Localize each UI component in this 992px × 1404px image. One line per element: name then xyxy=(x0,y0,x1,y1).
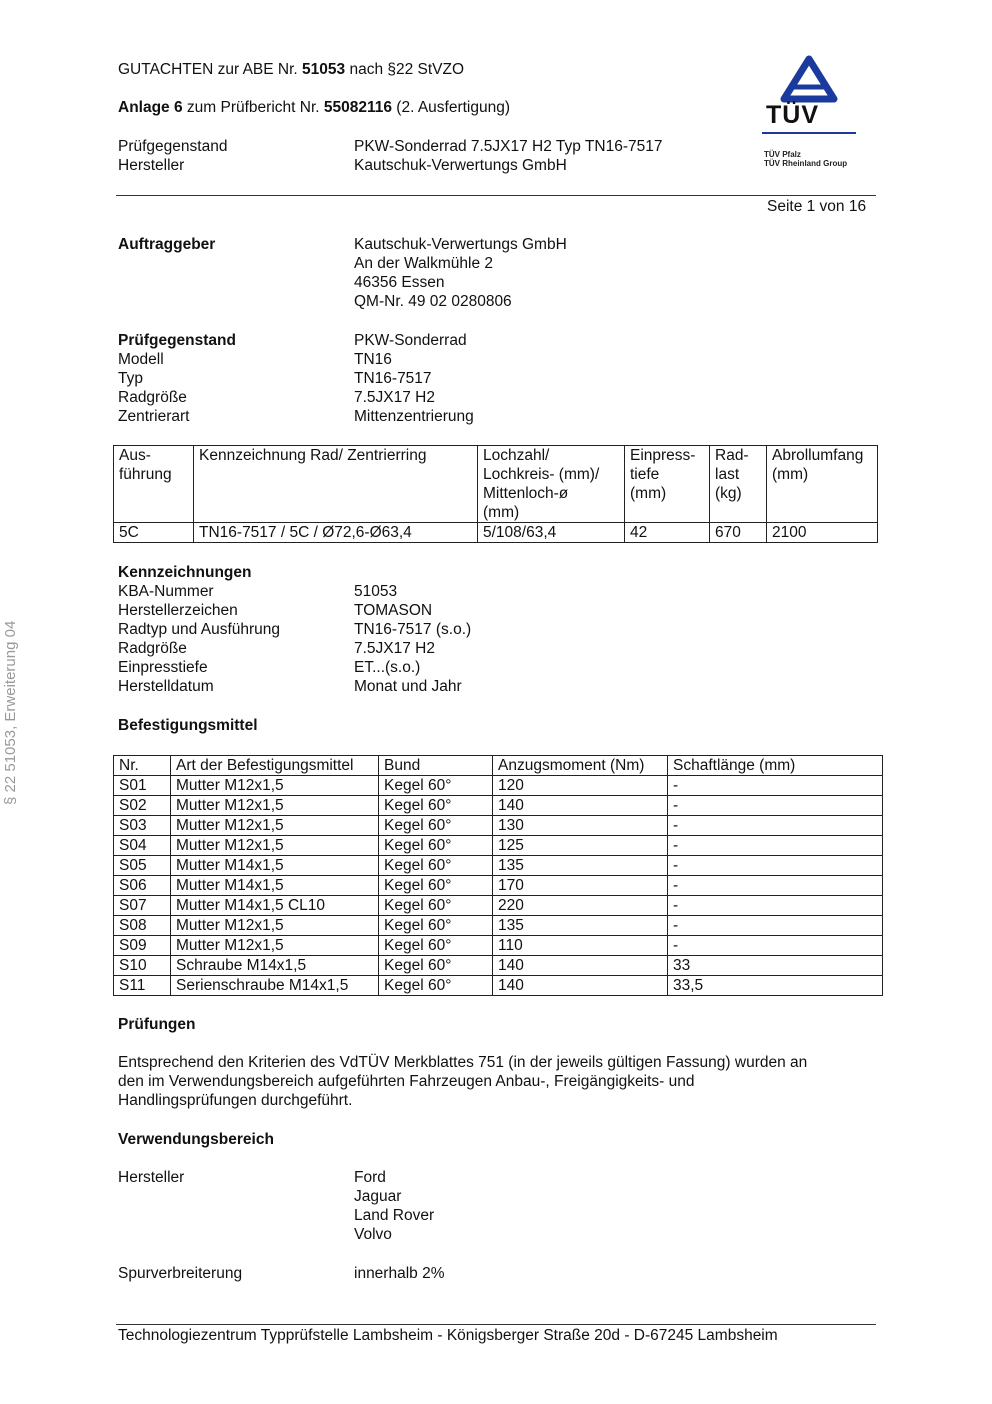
detail-key: Zentrierart xyxy=(118,408,190,425)
table-cell: S01 xyxy=(114,776,171,796)
subject-label-text: Prüfgegenstand xyxy=(118,332,236,349)
table-cell: Kegel 60° xyxy=(379,916,493,936)
fasteners-table xyxy=(113,755,883,996)
client-label-text: Auftraggeber xyxy=(118,236,216,253)
footer-text: Technologiezentrum Typprüfstelle Lambsheim - Königsberger Straße 20d - D-67245 Lambsheim xyxy=(118,1327,778,1344)
table-cell: S07 xyxy=(114,896,171,916)
table-cell: Mutter M12x1,5 xyxy=(171,916,379,936)
usage-manufacturer-label: Hersteller xyxy=(118,1169,185,1186)
table-row xyxy=(114,796,883,816)
table-cell: - xyxy=(668,876,883,896)
table-cell: 120 xyxy=(493,776,668,796)
table-cell: 130 xyxy=(493,816,668,836)
table-cell: S08 xyxy=(114,916,171,936)
table-cell: Kegel 60° xyxy=(379,776,493,796)
subject-label xyxy=(118,331,236,350)
table-cell: 5/108/63,4 xyxy=(478,523,625,543)
abe-number: 51053 xyxy=(302,61,346,78)
usage-manufacturer-list xyxy=(354,1168,434,1244)
manufacturer-item: Ford xyxy=(354,1169,386,1186)
table-cell: S10 xyxy=(114,956,171,976)
table-row xyxy=(114,856,883,876)
table-row xyxy=(114,896,883,916)
report-number: 55082116 xyxy=(323,99,392,116)
table-cell: Kegel 60° xyxy=(379,876,493,896)
subject-value: PKW-Sonderrad xyxy=(354,332,467,349)
client-label xyxy=(118,235,215,254)
detail-value: Mittenzentrierung xyxy=(354,408,474,425)
header-subject-label: Prüfgegenstand xyxy=(118,138,228,155)
client-line: QM-Nr. 49 02 0280806 xyxy=(354,293,512,310)
manufacturer-item: Land Rover xyxy=(354,1207,435,1224)
table-cell: Serienschraube M14x1,5 xyxy=(171,976,379,996)
table-cell: Schraube M14x1,5 xyxy=(171,956,379,976)
table-header-cell: Aus- führung xyxy=(114,446,194,523)
markings-title xyxy=(118,563,251,582)
table-cell: - xyxy=(668,856,883,876)
marking-key: Herstellerzeichen xyxy=(118,602,238,619)
table-cell: Mutter M12x1,5 xyxy=(171,776,379,796)
table-cell: 140 xyxy=(493,796,668,816)
table-header-cell: Nr. xyxy=(114,756,171,776)
marking-value: 51053 xyxy=(354,583,398,600)
tests-paragraph xyxy=(118,1053,807,1110)
fasteners-title xyxy=(118,716,258,735)
table-cell: Kegel 60° xyxy=(379,796,493,816)
table-cell: 42 xyxy=(625,523,710,543)
table-cell: Kegel 60° xyxy=(379,976,493,996)
detail-value: TN16 xyxy=(354,351,392,368)
table-cell: Kegel 60° xyxy=(379,856,493,876)
table-header-cell: Bund xyxy=(379,756,493,776)
table-cell: - xyxy=(668,936,883,956)
table-cell: S11 xyxy=(114,976,171,996)
table-header-cell: Kennzeichnung Rad/ Zentrierring xyxy=(194,446,478,523)
track-widening-value: innerhalb 2% xyxy=(354,1265,445,1282)
header-divider xyxy=(116,195,876,196)
table-row xyxy=(114,976,883,996)
table-cell: 170 xyxy=(493,876,668,896)
marking-value: 7.5JX17 H2 xyxy=(354,640,435,657)
table-cell: 2100 xyxy=(767,523,878,543)
table-cell: 125 xyxy=(493,836,668,856)
table-header-cell: Rad- last (kg) xyxy=(710,446,767,523)
table-cell: TN16-7517 / 5C / Ø72,6-Ø63,4 xyxy=(194,523,478,543)
table-cell: - xyxy=(668,836,883,856)
table-cell: 33,5 xyxy=(668,976,883,996)
footer-divider xyxy=(116,1324,876,1325)
marking-key: KBA-Nummer xyxy=(118,583,214,600)
table-cell: S05 xyxy=(114,856,171,876)
table-cell: Mutter M12x1,5 xyxy=(171,836,379,856)
table-cell: Mutter M12x1,5 xyxy=(171,816,379,836)
table-cell: 140 xyxy=(493,976,668,996)
detail-value: 7.5JX17 H2 xyxy=(354,389,435,406)
table-cell: 220 xyxy=(493,896,668,916)
tests-title-text: Prüfungen xyxy=(118,1016,196,1033)
table-cell: S02 xyxy=(114,796,171,816)
table-cell: S04 xyxy=(114,836,171,856)
table-cell: 670 xyxy=(710,523,767,543)
client-line: 46356 Essen xyxy=(354,274,445,291)
table-cell: - xyxy=(668,816,883,836)
detail-key: Typ xyxy=(118,370,143,387)
table-cell: S03 xyxy=(114,816,171,836)
marking-value: TOMASON xyxy=(354,602,433,619)
client-line: An der Walkmühle 2 xyxy=(354,255,493,272)
table-cell: - xyxy=(668,796,883,816)
copy-note: (2. Ausfertigung) xyxy=(391,99,511,116)
detail-key: Modell xyxy=(118,351,164,368)
table-cell: - xyxy=(668,916,883,936)
table-row xyxy=(114,776,883,796)
annex-line xyxy=(118,98,510,117)
table-row xyxy=(114,956,883,976)
client-line: Kautschuk-Verwertungs GmbH xyxy=(354,236,567,253)
table-cell: 5C xyxy=(114,523,194,543)
table-row xyxy=(114,816,883,836)
marking-key: Herstelldatum xyxy=(118,678,214,695)
table-cell: S09 xyxy=(114,936,171,956)
wheel-table xyxy=(113,445,878,543)
table-header-cell: Schaftlänge (mm) xyxy=(668,756,883,776)
table-cell: - xyxy=(668,896,883,916)
paragraph-line: den im Verwendungsbereich aufgeführten Fahrzeugen Anbau-, Freigängigkeits- und xyxy=(118,1073,695,1090)
detail-value: TN16-7517 xyxy=(354,370,432,387)
marking-value: Monat und Jahr xyxy=(354,678,462,695)
fasteners-title-text: Befestigungsmittel xyxy=(118,717,258,734)
manufacturer-item: Volvo xyxy=(354,1226,392,1243)
table-header-cell: Lochzahl/ Lochkreis- (mm)/ Mittenloch-ø (mm) xyxy=(478,446,625,523)
logo-sub2: TÜV Rheinland Group xyxy=(764,159,848,168)
table-cell: Kegel 60° xyxy=(379,936,493,956)
title-text: GUTACHTEN zur ABE Nr. xyxy=(118,61,303,78)
table-header-cell: Art der Befestigungsmittel xyxy=(171,756,379,776)
table-cell: Mutter M12x1,5 xyxy=(171,936,379,956)
markings-title-text: Kennzeichnungen xyxy=(118,564,252,581)
table-header-row xyxy=(114,756,883,776)
annex-text: zum Prüfbericht Nr. xyxy=(182,99,324,116)
table-row xyxy=(114,916,883,936)
table-cell: 33 xyxy=(668,956,883,976)
marking-key: Radtyp und Ausführung xyxy=(118,621,281,638)
marking-key: Einpresstiefe xyxy=(118,659,208,676)
track-widening-label: Spurverbreiterung xyxy=(118,1265,243,1282)
paragraph-line: Handlingsprüfungen durchgeführt. xyxy=(118,1092,353,1109)
logo-brand: TÜV xyxy=(766,101,819,129)
header-subject-value: PKW-Sonderrad 7.5JX17 H2 Typ TN16-7517 xyxy=(354,138,663,155)
side-reference-text: § 22 51053, Erweiterung 04 xyxy=(2,620,19,805)
paragraph-line: Entsprechend den Kriterien des VdTÜV Merkblattes 751 (in der jeweils gültigen Fassung) wurden an xyxy=(118,1054,808,1071)
client-address xyxy=(354,235,567,311)
usage-title-text: Verwendungsbereich xyxy=(118,1131,274,1148)
header-manufacturer-label: Hersteller xyxy=(118,157,185,174)
header-manufacturer-value: Kautschuk-Verwertungs GmbH xyxy=(354,157,567,174)
table-cell: Kegel 60° xyxy=(379,956,493,976)
marking-key: Radgröße xyxy=(118,640,187,657)
table-row xyxy=(114,523,878,543)
table-header-cell: Einpress- tiefe (mm) xyxy=(625,446,710,523)
table-header-row xyxy=(114,446,878,523)
table-cell: 110 xyxy=(493,936,668,956)
table-cell: 135 xyxy=(493,856,668,876)
tuv-logo xyxy=(754,55,864,175)
page-number: Seite 1 von 16 xyxy=(767,198,867,215)
annex-label: Anlage 6 xyxy=(118,99,183,116)
table-header-cell: Anzugsmoment (Nm) xyxy=(493,756,668,776)
table-cell: Mutter M14x1,5 xyxy=(171,876,379,896)
table-cell: Kegel 60° xyxy=(379,896,493,916)
table-row xyxy=(114,836,883,856)
marking-value: ET...(s.o.) xyxy=(354,659,421,676)
manufacturer-item: Jaguar xyxy=(354,1188,402,1205)
table-cell: 135 xyxy=(493,916,668,936)
usage-title xyxy=(118,1130,274,1149)
logo-sub1: TÜV Pfalz xyxy=(764,150,801,159)
title-suffix: nach §22 StVZO xyxy=(345,61,465,78)
table-cell: Mutter M12x1,5 xyxy=(171,796,379,816)
report-title xyxy=(118,60,464,79)
table-cell: Mutter M14x1,5 CL10 xyxy=(171,896,379,916)
table-row xyxy=(114,876,883,896)
table-cell: Mutter M14x1,5 xyxy=(171,856,379,876)
marking-value: TN16-7517 (s.o.) xyxy=(354,621,472,638)
detail-key: Radgröße xyxy=(118,389,187,406)
tests-title xyxy=(118,1015,196,1034)
table-cell: Kegel 60° xyxy=(379,816,493,836)
table-cell: - xyxy=(668,776,883,796)
table-header-cell: Abrollumfang (mm) xyxy=(767,446,878,523)
table-row xyxy=(114,936,883,956)
table-cell: Kegel 60° xyxy=(379,836,493,856)
table-cell: S06 xyxy=(114,876,171,896)
table-cell: 140 xyxy=(493,956,668,976)
